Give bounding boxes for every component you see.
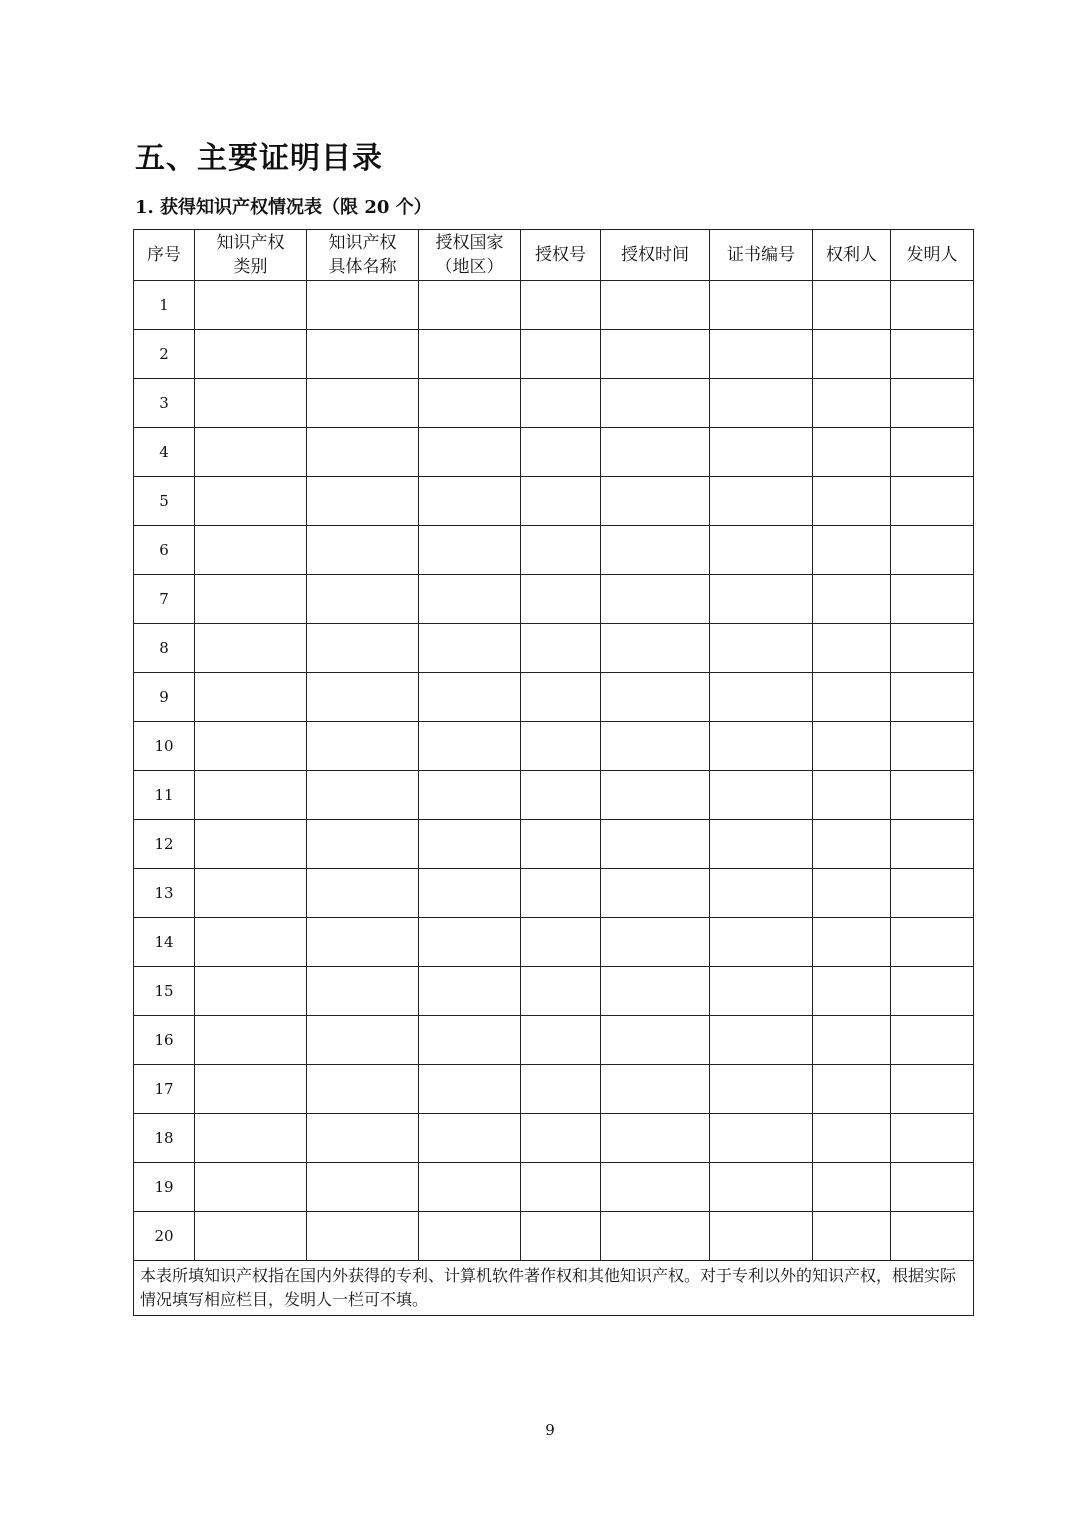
table-cell[interactable]: [813, 1163, 891, 1212]
table-cell[interactable]: [307, 477, 419, 526]
row-index: 5: [134, 477, 195, 526]
table-cell[interactable]: [195, 1114, 307, 1163]
table-cell[interactable]: [891, 1212, 974, 1261]
table-cell[interactable]: [601, 1212, 710, 1261]
table-cell[interactable]: [307, 673, 419, 722]
table-cell[interactable]: [195, 869, 307, 918]
table-cell[interactable]: [813, 869, 891, 918]
table-row: [134, 820, 974, 869]
note-row: [134, 1261, 974, 1316]
table-cell[interactable]: [601, 624, 710, 673]
row-index: 2: [134, 330, 195, 379]
row-index: 1: [134, 281, 195, 330]
table-cell[interactable]: [710, 1114, 813, 1163]
table-cell[interactable]: [601, 281, 710, 330]
table-cell[interactable]: [521, 771, 601, 820]
table-row: [134, 918, 974, 967]
table-cell[interactable]: [521, 379, 601, 428]
table-cell[interactable]: [195, 1163, 307, 1212]
table-row: [134, 526, 974, 575]
table-cell[interactable]: [195, 1016, 307, 1065]
table-cell[interactable]: [195, 722, 307, 771]
table-cell[interactable]: [891, 820, 974, 869]
row-index: 14: [134, 918, 195, 967]
table-row: [134, 673, 974, 722]
header-cell-grant-date: 授权时间: [601, 230, 710, 281]
table-row: [134, 1016, 974, 1065]
table-cell[interactable]: [891, 673, 974, 722]
table-cell[interactable]: [891, 1016, 974, 1065]
table-cell[interactable]: [521, 575, 601, 624]
table-cell[interactable]: [891, 967, 974, 1016]
table-cell[interactable]: [195, 330, 307, 379]
table-cell[interactable]: [601, 330, 710, 379]
table-cell[interactable]: [307, 820, 419, 869]
row-index: 3: [134, 379, 195, 428]
header-cell-index: 序号: [134, 230, 195, 281]
table-cell[interactable]: [195, 526, 307, 575]
row-index: 10: [134, 722, 195, 771]
table-cell[interactable]: [419, 477, 521, 526]
table-row: [134, 1163, 974, 1212]
table-cell[interactable]: [521, 477, 601, 526]
table-row: [134, 1065, 974, 1114]
table-row: [134, 1212, 974, 1261]
table-row: [134, 379, 974, 428]
table-cell[interactable]: [601, 722, 710, 771]
table-cell[interactable]: [195, 379, 307, 428]
table-cell[interactable]: [307, 330, 419, 379]
table-row: [134, 967, 974, 1016]
table-cell[interactable]: [307, 624, 419, 673]
table-cell[interactable]: [521, 1114, 601, 1163]
table-cell[interactable]: [601, 1016, 710, 1065]
table-cell[interactable]: [601, 918, 710, 967]
table-cell[interactable]: [891, 428, 974, 477]
table-row: [134, 477, 974, 526]
header-cell-ip-category: 知识产权 类别: [195, 230, 307, 281]
table-cell[interactable]: [419, 624, 521, 673]
table-cell[interactable]: [419, 379, 521, 428]
table-cell[interactable]: [195, 1212, 307, 1261]
table-cell[interactable]: [601, 477, 710, 526]
table-cell[interactable]: [419, 575, 521, 624]
table-cell[interactable]: [813, 820, 891, 869]
table-cell[interactable]: [195, 477, 307, 526]
table-cell[interactable]: [521, 918, 601, 967]
row-index: 13: [134, 869, 195, 918]
section-title: 五、主要证明目录: [135, 141, 383, 176]
table-cell[interactable]: [521, 722, 601, 771]
row-index: 6: [134, 526, 195, 575]
table-cell[interactable]: [419, 673, 521, 722]
ip-table: [133, 229, 974, 1316]
table-cell[interactable]: [710, 869, 813, 918]
table-cell[interactable]: [891, 869, 974, 918]
table-cell[interactable]: [601, 379, 710, 428]
row-index: 7: [134, 575, 195, 624]
table-cell[interactable]: [710, 526, 813, 575]
table-row: [134, 330, 974, 379]
table-cell[interactable]: [307, 869, 419, 918]
table-cell[interactable]: [891, 624, 974, 673]
table-cell[interactable]: [419, 526, 521, 575]
table-cell[interactable]: [710, 575, 813, 624]
table-cell[interactable]: [710, 918, 813, 967]
table-cell[interactable]: [307, 281, 419, 330]
header-cell-inventor: 发明人: [891, 230, 974, 281]
table-cell[interactable]: [195, 673, 307, 722]
header-cell-certificate-number: 证书编号: [710, 230, 813, 281]
table-cell[interactable]: [521, 869, 601, 918]
table-cell[interactable]: [813, 673, 891, 722]
table-cell[interactable]: [813, 330, 891, 379]
table-cell[interactable]: [710, 1016, 813, 1065]
table-cell[interactable]: [891, 575, 974, 624]
table-cell[interactable]: [419, 1212, 521, 1261]
table-cell[interactable]: [195, 575, 307, 624]
row-index: 19: [134, 1163, 195, 1212]
row-index: 12: [134, 820, 195, 869]
table-cell[interactable]: [419, 1016, 521, 1065]
table-cell[interactable]: [307, 771, 419, 820]
table-cell[interactable]: [521, 1212, 601, 1261]
table-cell[interactable]: [195, 428, 307, 477]
table-cell[interactable]: [813, 1016, 891, 1065]
table-cell[interactable]: [419, 428, 521, 477]
table-row: [134, 1114, 974, 1163]
table-cell[interactable]: [601, 771, 710, 820]
table-cell[interactable]: [601, 1163, 710, 1212]
table-cell[interactable]: [813, 477, 891, 526]
table-cell[interactable]: [419, 1163, 521, 1212]
table-cell[interactable]: [307, 526, 419, 575]
table-cell[interactable]: [419, 967, 521, 1016]
table-cell[interactable]: [419, 722, 521, 771]
table-cell[interactable]: [521, 281, 601, 330]
page-number: 9: [545, 1421, 555, 1439]
table-cell[interactable]: [891, 722, 974, 771]
table-cell[interactable]: [813, 379, 891, 428]
table-cell[interactable]: [601, 820, 710, 869]
row-index: 9: [134, 673, 195, 722]
table-cell[interactable]: [307, 1065, 419, 1114]
header-row: [134, 230, 974, 281]
header-cell-grant-number: 授权号: [521, 230, 601, 281]
header-cell-rights-holder: 权利人: [813, 230, 891, 281]
table-cell[interactable]: [195, 918, 307, 967]
table-cell[interactable]: [419, 330, 521, 379]
table-cell[interactable]: [307, 575, 419, 624]
table-cell[interactable]: [307, 1016, 419, 1065]
table-cell[interactable]: [891, 477, 974, 526]
table-cell[interactable]: [710, 967, 813, 1016]
table-row: [134, 869, 974, 918]
table-cell[interactable]: [710, 1163, 813, 1212]
table-cell[interactable]: [195, 1065, 307, 1114]
table-cell[interactable]: [891, 771, 974, 820]
table-cell[interactable]: [601, 1114, 710, 1163]
table-cell[interactable]: [307, 1114, 419, 1163]
table-cell[interactable]: [521, 1065, 601, 1114]
table-cell[interactable]: [601, 1065, 710, 1114]
table-cell[interactable]: [307, 1163, 419, 1212]
table-row: [134, 281, 974, 330]
table-cell[interactable]: [601, 869, 710, 918]
table-cell[interactable]: [601, 428, 710, 477]
table-cell[interactable]: [307, 379, 419, 428]
table-cell[interactable]: [419, 771, 521, 820]
row-index: 15: [134, 967, 195, 1016]
table-body: [134, 281, 974, 1261]
row-index: 8: [134, 624, 195, 673]
table-cell[interactable]: [307, 918, 419, 967]
table-cell[interactable]: [195, 967, 307, 1016]
table-cell[interactable]: [813, 1065, 891, 1114]
table-cell[interactable]: [813, 967, 891, 1016]
table-cell[interactable]: [891, 1114, 974, 1163]
table-cell[interactable]: [710, 673, 813, 722]
row-index: 16: [134, 1016, 195, 1065]
row-index: 18: [134, 1114, 195, 1163]
table-cell[interactable]: [601, 575, 710, 624]
table-cell[interactable]: [419, 869, 521, 918]
table-cell[interactable]: [813, 1114, 891, 1163]
table-cell[interactable]: [891, 526, 974, 575]
table-cell[interactable]: [891, 281, 974, 330]
table-cell[interactable]: [307, 428, 419, 477]
table-cell[interactable]: [419, 918, 521, 967]
table-cell[interactable]: [521, 820, 601, 869]
row-index: 20: [134, 1212, 195, 1261]
table-cell[interactable]: [891, 1163, 974, 1212]
table-row: [134, 624, 974, 673]
table-cell[interactable]: [710, 722, 813, 771]
table-cell[interactable]: [710, 477, 813, 526]
table-cell[interactable]: [419, 1114, 521, 1163]
table-cell[interactable]: [813, 624, 891, 673]
table-cell[interactable]: [419, 1065, 521, 1114]
header-cell-ip-name: 知识产权 具体名称: [307, 230, 419, 281]
table-cell[interactable]: [813, 428, 891, 477]
table-cell[interactable]: [195, 281, 307, 330]
table-cell[interactable]: [601, 526, 710, 575]
table-cell[interactable]: [521, 624, 601, 673]
table-cell[interactable]: [419, 820, 521, 869]
table-cell[interactable]: [813, 575, 891, 624]
table-cell[interactable]: [710, 771, 813, 820]
table-cell[interactable]: [710, 1065, 813, 1114]
table-cell[interactable]: [195, 771, 307, 820]
table-cell[interactable]: [521, 967, 601, 1016]
table-cell[interactable]: [710, 1212, 813, 1261]
table-cell[interactable]: [710, 820, 813, 869]
table-cell[interactable]: [601, 673, 710, 722]
table-cell[interactable]: [891, 379, 974, 428]
table-cell[interactable]: [813, 526, 891, 575]
table-cell[interactable]: [521, 1016, 601, 1065]
table-row: [134, 771, 974, 820]
row-index: 4: [134, 428, 195, 477]
table-row: [134, 575, 974, 624]
table-cell[interactable]: [307, 967, 419, 1016]
table-cell[interactable]: [710, 624, 813, 673]
row-index: 11: [134, 771, 195, 820]
table-cell[interactable]: [891, 330, 974, 379]
table-cell[interactable]: [710, 379, 813, 428]
table-cell[interactable]: [710, 281, 813, 330]
table-cell[interactable]: [521, 428, 601, 477]
table-row: [134, 722, 974, 771]
table-cell[interactable]: [813, 722, 891, 771]
table-cell[interactable]: [521, 330, 601, 379]
header-cell-grant-country: 授权国家 （地区）: [419, 230, 521, 281]
table-cell[interactable]: [710, 330, 813, 379]
row-index: 17: [134, 1065, 195, 1114]
table-cell[interactable]: [521, 526, 601, 575]
table-cell[interactable]: [307, 1212, 419, 1261]
table-title: 1. 获得知识产权情况表（限 20 个）: [135, 197, 432, 218]
table-cell[interactable]: [710, 428, 813, 477]
table-cell[interactable]: [813, 281, 891, 330]
table-cell[interactable]: [521, 673, 601, 722]
table-cell[interactable]: [601, 967, 710, 1016]
table-cell[interactable]: [521, 1163, 601, 1212]
table-cell[interactable]: [891, 1065, 974, 1114]
table-cell[interactable]: [419, 281, 521, 330]
table-cell[interactable]: [891, 918, 974, 967]
table-cell[interactable]: [195, 820, 307, 869]
table-cell[interactable]: [813, 771, 891, 820]
table-cell[interactable]: [307, 722, 419, 771]
table-cell[interactable]: [813, 1212, 891, 1261]
table-row: [134, 428, 974, 477]
table-cell[interactable]: [813, 918, 891, 967]
table-note: 本表所填知识产权指在国内外获得的专利、计算机软件著作权和其他知识产权。对于专利以外的知识产权，根据实际情况填写相应栏目，发明人一栏可不填。: [134, 1261, 974, 1316]
table-cell[interactable]: [195, 624, 307, 673]
